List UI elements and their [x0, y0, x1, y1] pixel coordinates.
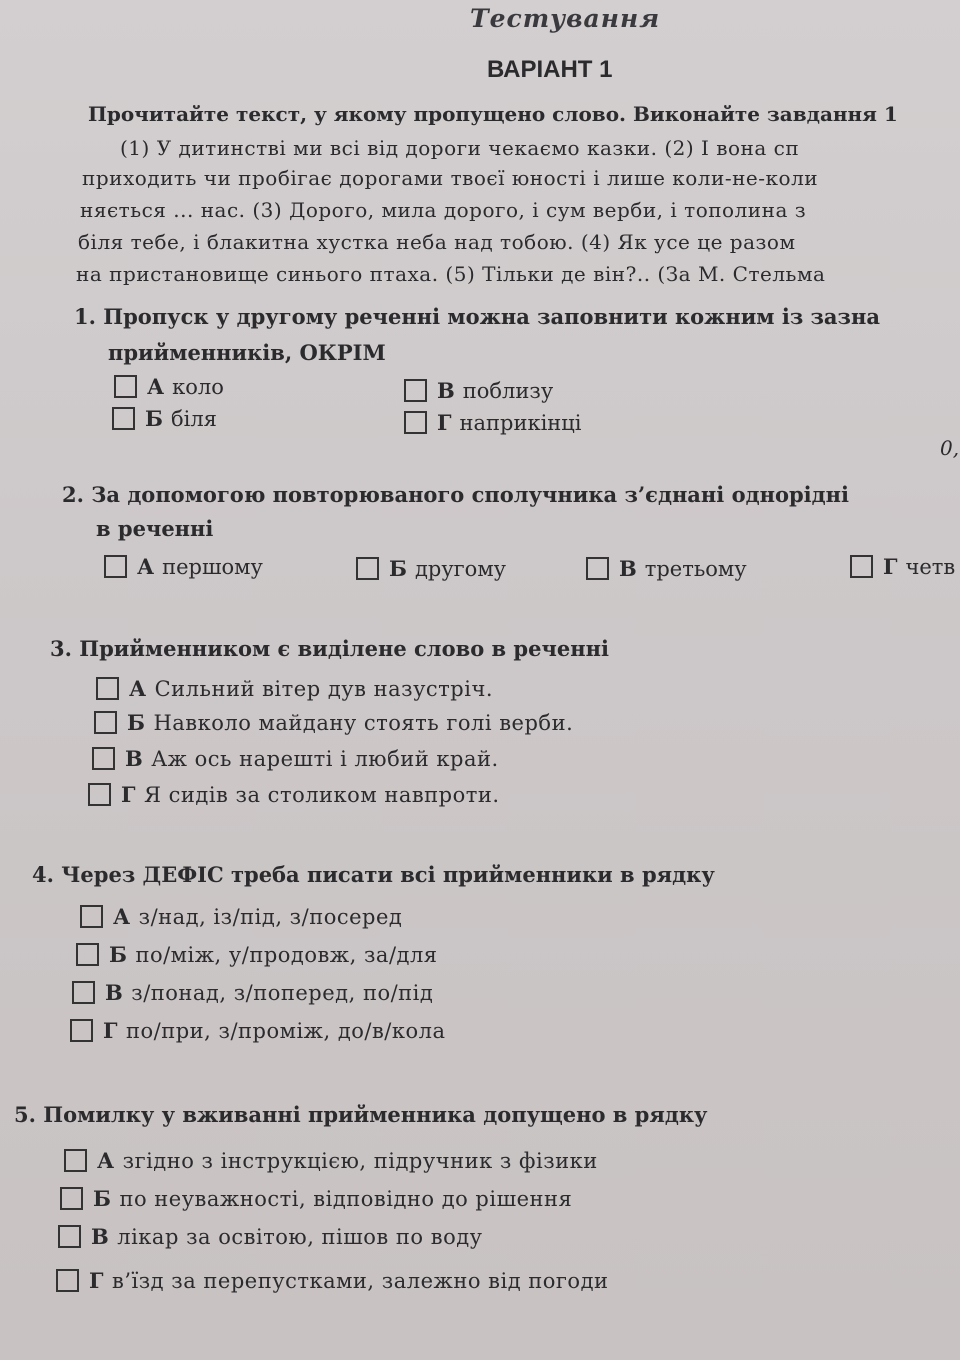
question-title	[32, 862, 715, 887]
question-number: 5.	[14, 1102, 36, 1127]
option-text: в’їзд за перепустками, залежно від погоди	[112, 1268, 609, 1293]
question-text: Прийменником є виділене слово в реченні	[79, 636, 609, 661]
option-a[interactable]	[104, 554, 263, 579]
option-text: по/між, у/продовж, за/для	[135, 942, 438, 967]
variant-title: ВАРІАНТ 1	[487, 56, 613, 83]
option-text: наприкінці	[459, 410, 582, 435]
option-v[interactable]	[58, 1224, 483, 1249]
checkbox[interactable]	[58, 1225, 81, 1248]
option-a[interactable]	[80, 904, 402, 929]
instruction-text: Прочитайте текст, у якому пропущено слово. Виконайте завдання 1	[88, 102, 898, 126]
checkbox[interactable]	[850, 555, 873, 578]
checkbox[interactable]	[56, 1269, 79, 1292]
option-b[interactable]	[112, 406, 217, 431]
option-letter: А	[129, 676, 147, 701]
option-letter: В	[105, 980, 124, 1005]
section-title: Тестування	[470, 4, 661, 33]
checkbox[interactable]	[92, 747, 115, 770]
option-v[interactable]	[586, 556, 747, 581]
checkbox[interactable]	[60, 1187, 83, 1210]
question-title	[62, 482, 849, 507]
option-a[interactable]	[96, 676, 493, 701]
passage-line: (1) У дитинстві ми всі від дороги чекаємо казки. (2) І вона сп	[120, 136, 800, 160]
question-number: 2.	[62, 482, 84, 507]
option-b[interactable]	[356, 556, 506, 581]
question-text: Через ДЕФІС треба писати всі прийменники в рядку	[61, 862, 715, 887]
option-letter: А	[137, 554, 155, 579]
question-number: 4.	[32, 862, 54, 887]
option-letter: В	[619, 556, 637, 581]
passage-line: приходить чи пробігає дорогами твоєї юності і лише коли-не-коли	[82, 166, 819, 190]
option-g[interactable]	[88, 782, 500, 807]
checkbox[interactable]	[404, 379, 427, 402]
option-text: лікар за освітою, пішов по воду	[117, 1224, 483, 1249]
question-text-cont: прийменників, ОКРІМ	[108, 340, 386, 365]
option-a[interactable]	[114, 374, 224, 399]
question-number: 1.	[74, 304, 96, 329]
option-v[interactable]	[72, 980, 433, 1005]
option-letter: Б	[109, 942, 128, 967]
question-title	[14, 1102, 708, 1127]
checkbox[interactable]	[94, 711, 117, 734]
question-text: Пропуск у другому реченні можна заповнити кожним із зазна	[103, 304, 880, 329]
option-text: поблизу	[462, 378, 554, 403]
option-text: четв	[905, 554, 956, 579]
option-b[interactable]	[94, 710, 573, 735]
passage-line: на пристановище синього птаха. (5) Тільки де він?.. (За М. Стельма	[76, 262, 826, 286]
option-text: по неуважності, відповідно до рішення	[119, 1186, 573, 1211]
option-text: Я сидів за столиком навпроти.	[144, 782, 500, 807]
checkbox[interactable]	[88, 783, 111, 806]
checkbox[interactable]	[356, 557, 379, 580]
question-text: Помилку у вживанні прийменника допущено в рядку	[43, 1102, 708, 1127]
passage-line: няється ... нас. (3) Дорого, мила дорого, і сум верби, і тополина з	[80, 198, 807, 222]
option-letter: Б	[389, 556, 407, 581]
checkbox[interactable]	[72, 981, 95, 1004]
option-text: з/над, із/під, з/посеред	[138, 904, 403, 929]
checkbox[interactable]	[70, 1019, 93, 1042]
checkbox[interactable]	[64, 1149, 87, 1172]
question-text: За допомогою повторюваного сполучника з’єднані однорідні	[91, 482, 849, 507]
option-text: з/понад, з/поперед, по/під	[131, 980, 434, 1005]
option-letter: В	[91, 1224, 110, 1249]
option-text: другому	[414, 556, 507, 581]
option-letter: Б	[93, 1186, 112, 1211]
option-text: біля	[170, 406, 217, 431]
option-letter: А	[113, 904, 131, 929]
option-letter: Б	[145, 406, 163, 431]
option-a[interactable]	[64, 1148, 598, 1173]
option-g[interactable]	[70, 1018, 446, 1043]
checkbox[interactable]	[80, 905, 103, 928]
checkbox[interactable]	[114, 375, 137, 398]
option-letter: В	[125, 746, 144, 771]
option-text: згідно з інструкцією, підручник з фізики	[122, 1148, 598, 1173]
option-letter: В	[437, 378, 455, 403]
option-letter: Г	[883, 554, 898, 579]
option-letter: Г	[121, 782, 136, 807]
option-letter: А	[147, 374, 165, 399]
checkbox[interactable]	[76, 943, 99, 966]
option-text: третьому	[644, 556, 747, 581]
option-g[interactable]	[850, 554, 955, 579]
option-b[interactable]	[60, 1186, 572, 1211]
question-text-cont: в реченні	[96, 516, 214, 541]
score-label: 0,	[940, 436, 960, 460]
option-text: по/при, з/проміж, до/в/кола	[126, 1018, 446, 1043]
option-letter: Г	[437, 410, 452, 435]
option-text: коло	[172, 374, 224, 399]
option-b[interactable]	[76, 942, 438, 967]
option-v[interactable]	[404, 378, 553, 403]
checkbox[interactable]	[96, 677, 119, 700]
option-text: першому	[162, 554, 263, 579]
option-text: Аж ось нарешті і любий край.	[151, 746, 499, 771]
option-g[interactable]	[56, 1268, 609, 1293]
checkbox[interactable]	[586, 557, 609, 580]
option-letter: Б	[127, 710, 146, 735]
question-title	[74, 304, 880, 329]
option-letter: А	[97, 1148, 115, 1173]
question-title	[50, 636, 609, 661]
checkbox[interactable]	[112, 407, 135, 430]
passage-line: біля тебе, і блакитна хустка неба над тобою. (4) Як усе це разом	[78, 230, 796, 254]
option-v[interactable]	[92, 746, 499, 771]
question-number: 3.	[50, 636, 72, 661]
option-text: Сильний вітер дув назустріч.	[154, 676, 494, 701]
checkbox[interactable]	[404, 411, 427, 434]
option-text: Навколо майдану стоять голі верби.	[153, 710, 574, 735]
option-letter: Г	[89, 1268, 104, 1293]
checkbox[interactable]	[104, 555, 127, 578]
option-letter: Г	[103, 1018, 118, 1043]
option-g[interactable]	[404, 410, 582, 435]
